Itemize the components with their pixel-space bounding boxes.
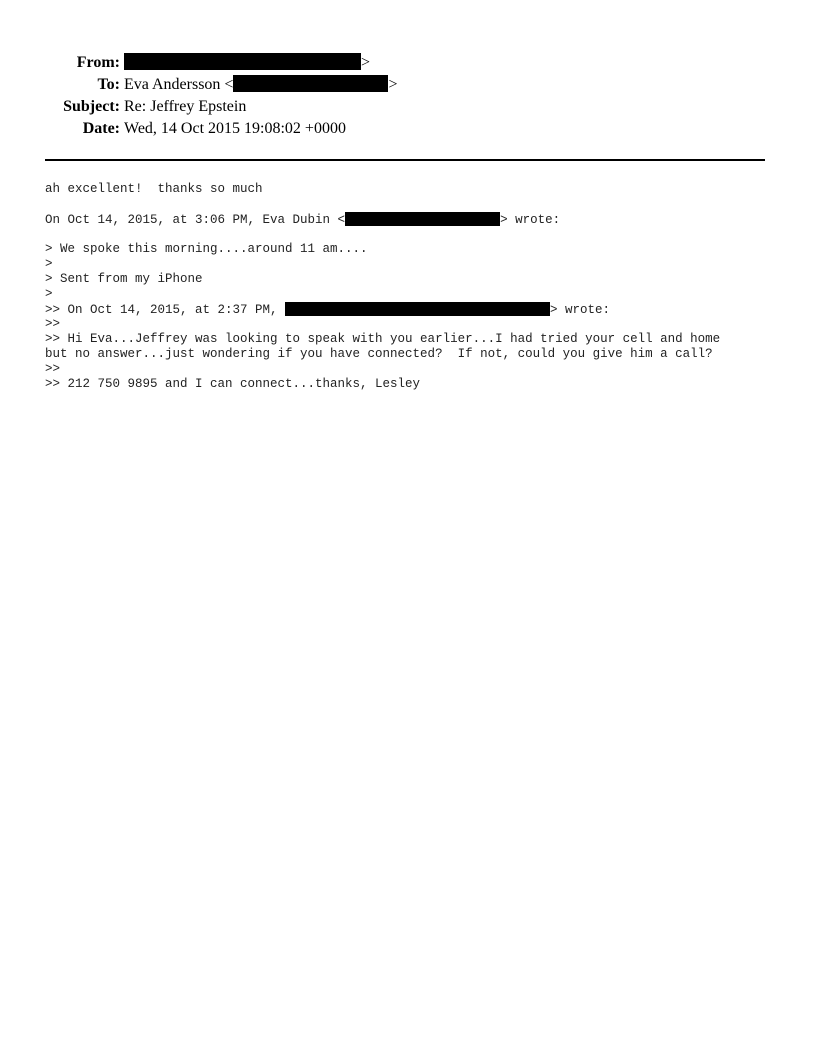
subject-value: Re: Jeffrey Epstein — [124, 98, 247, 115]
blank-line — [45, 197, 771, 212]
quoted-line: >> 212 750 9895 and I can connect...thanks, Lesley — [45, 377, 421, 391]
quoted-line: > We spoke this morning....around 11 am.... — [45, 242, 368, 256]
quoted-line: >> — [45, 362, 61, 376]
from-label: From: — [76, 54, 120, 71]
header-divider — [45, 159, 765, 161]
to-suffix: > — [388, 76, 398, 93]
nested-intro-redaction — [285, 302, 550, 316]
quote-intro-prefix: On Oct 14, 2015, at 3:06 PM, Eva Dubin < — [45, 213, 346, 227]
email-header — [0, 52, 816, 140]
to-redaction — [233, 75, 388, 92]
email-body — [45, 182, 771, 392]
date-row — [0, 118, 816, 140]
subject-row — [0, 96, 816, 118]
body-line: ah excellent! thanks so much — [45, 182, 263, 196]
nested-intro-suffix: > wrote: — [550, 303, 611, 317]
quoted-line: >> Hi Eva...Jeffrey was looking to speak with you earlier...I had tried your cell and home — [45, 332, 721, 346]
quote-intro-suffix: > wrote: — [500, 213, 561, 227]
blank-line — [45, 227, 771, 242]
from-suffix: > — [361, 54, 371, 71]
date-value: Wed, 14 Oct 2015 19:08:02 +0000 — [124, 120, 346, 137]
to-row — [0, 74, 816, 96]
from-row — [0, 52, 816, 74]
quote-intro-redaction — [345, 212, 500, 226]
quoted-line: >> — [45, 317, 61, 331]
quoted-line: > Sent from my iPhone — [45, 272, 203, 286]
quote-intro — [45, 212, 771, 227]
from-value — [124, 52, 370, 74]
subject-label: Subject: — [63, 98, 120, 115]
nested-intro-prefix: >> On Oct 14, 2015, at 2:37 PM, — [45, 303, 286, 317]
to-name: Eva Andersson < — [124, 76, 234, 93]
date-label: Date: — [82, 120, 120, 137]
quoted-line: > — [45, 287, 53, 301]
quoted-intro-nested — [45, 302, 771, 317]
quoted-line: but no answer...just wondering if you have connected? If not, could you give him a call? — [45, 347, 713, 361]
quoted-line: > — [45, 257, 53, 271]
to-value — [124, 74, 397, 96]
from-redaction — [124, 53, 361, 70]
to-label: To: — [97, 76, 120, 93]
